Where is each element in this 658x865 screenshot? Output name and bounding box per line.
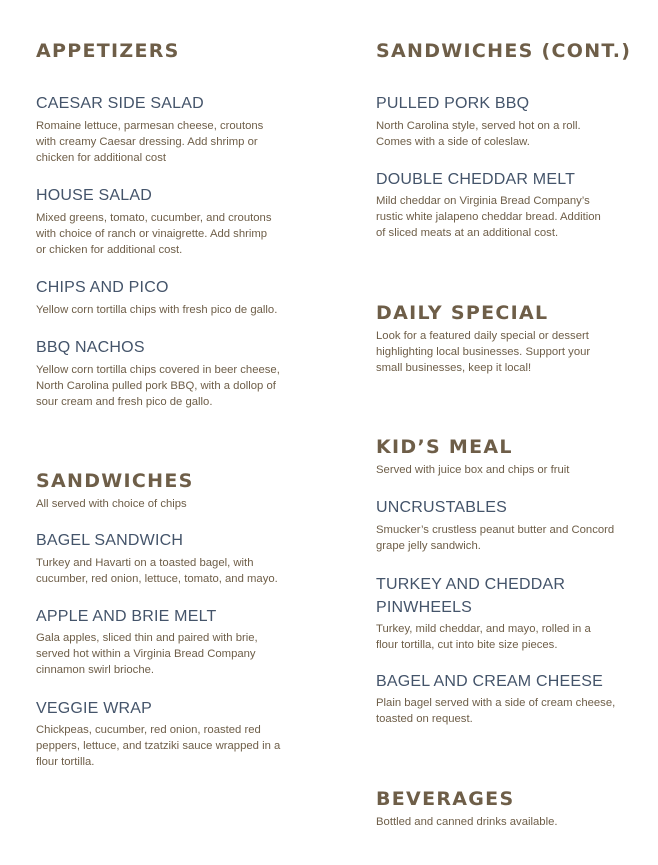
section-title-kids-meal: KID’S MEAL [376, 436, 513, 458]
item-title-chips-and-pico: CHIPS AND PICO [36, 279, 169, 296]
item-description-bbq-nachos: Yellow corn tortilla chips covered in beer cheese, North Carolina pulled pork BBQ, with a dollop of sour cream and fresh pico de gallo. [36, 364, 280, 408]
section-title-sandwiches: SANDWICHES [36, 470, 194, 492]
item-title-double-cheddar-melt: DOUBLE CHEDDAR MELT [376, 171, 576, 188]
item-description-house-salad: Mixed greens, tomato, cucumber, and croutons with choice of ranch or vinaigrette. Add shrimp or chicken for additional cost. [36, 212, 272, 256]
item-title-turkey-and-cheddar-pinwheels: TURKEY AND CHEDDAR PINWHEELS [376, 576, 566, 616]
beverages-description: Bottled and canned drinks available. [376, 816, 558, 828]
section-title-daily-special: DAILY SPECIAL [376, 302, 549, 324]
item-description-caesar-side-salad: Romaine lettuce, parmesan cheese, croutons with creamy Caesar dressing. Add shrimp or chicken for additional cost [36, 120, 264, 164]
daily-special-description: Look for a featured daily special or dessert highlighting local businesses. Support your small businesses, keep it local! [376, 330, 591, 374]
section-subtitle-kids-meal: Served with juice box and chips or fruit [376, 464, 570, 476]
item-title-uncrustables: UNCRUSTABLES [376, 499, 508, 516]
item-title-veggie-wrap: VEGGIE WRAP [36, 700, 152, 717]
item-description-pulled-pork-bbq: North Carolina style, served hot on a roll. Comes with a side of coleslaw. [376, 120, 581, 148]
item-title-bagel-sandwich: BAGEL SANDWICH [36, 532, 184, 549]
item-description-veggie-wrap: Chickpeas, cucumber, red onion, roasted red peppers, lettuce, and tzatziki sauce wrapped in a flour tortilla. [36, 724, 281, 768]
item-title-house-salad: HOUSE SALAD [36, 187, 153, 204]
item-title-bagel-and-cream-cheese: BAGEL AND CREAM CHEESE [376, 673, 603, 690]
section-title-beverages: BEVERAGES [376, 788, 515, 810]
item-description-double-cheddar-melt: Mild cheddar on Virginia Bread Company’s rustic white jalapeno cheddar bread. Addition of sliced meats at an additional cost. [376, 195, 601, 239]
section-title-sandwiches-cont: SANDWICHES (CONT.) [376, 40, 632, 62]
item-description-bagel-sandwich: Turkey and Havarti on a toasted bagel, with cucumber, red onion, lettuce, tomato, and mayo. [36, 557, 278, 585]
item-description-chips-and-pico: Yellow corn tortilla chips with fresh pico de gallo. [36, 304, 278, 316]
item-title-bbq-nachos: BBQ NACHOS [36, 339, 145, 356]
item-description-turkey-and-cheddar-pinwheels: Turkey, mild cheddar, and mayo, rolled in a flour tortilla, cut into bite size pieces. [376, 623, 591, 651]
item-description-uncrustables: Smucker’s crustless peanut butter and Concord grape jelly sandwich. [376, 524, 615, 552]
section-title-appetizers: APPETIZERS [36, 40, 180, 62]
item-title-caesar-side-salad: CAESAR SIDE SALAD [36, 95, 204, 112]
item-description-apple-and-brie-melt: Gala apples, sliced thin and paired with brie, served hot within a Virginia Bread Company cinnamon swirl brioche. [36, 632, 258, 676]
item-title-apple-and-brie-melt: APPLE AND BRIE MELT [36, 608, 217, 625]
section-subtitle-sandwiches: All served with choice of chips [36, 498, 187, 510]
item-title-pulled-pork-bbq: PULLED PORK BBQ [376, 95, 530, 112]
item-description-bagel-and-cream-cheese: Plain bagel served with a side of cream cheese, toasted on request. [376, 697, 616, 725]
